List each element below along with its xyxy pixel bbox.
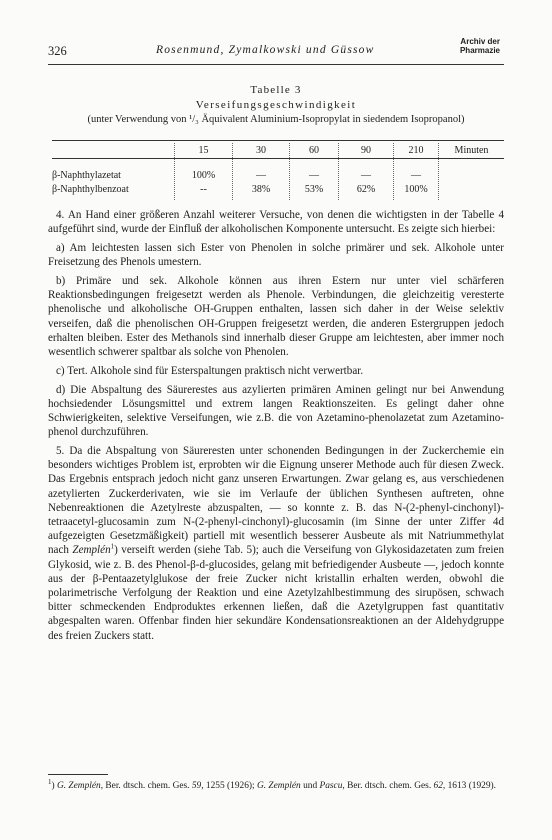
page-number: 326 — [48, 44, 67, 58]
footnote-ref: , Ber. dtsch. chem. Ges. — [100, 781, 190, 791]
footnote-ref: , 1255 (1926); — [201, 781, 255, 791]
table-note: (unter Verwendung von ¹/₃ Äquivalent Aluminium-Isopropylat in siedendem Isopropanol) — [87, 114, 465, 125]
table-cell: — — [256, 170, 266, 181]
footnote-marker: 1 — [110, 542, 115, 551]
table-cell: 62% — [356, 184, 376, 195]
footnote-ref: , 1613 (1929). — [442, 781, 497, 791]
table-cell: — — [309, 170, 319, 181]
author-name-zemplen: Zemplén — [72, 544, 111, 557]
table-header-cell: 30 — [256, 145, 266, 156]
table-header-cell: 210 — [408, 145, 424, 156]
footnote-author: G. Zemplén — [56, 781, 101, 791]
paragraph-4b: b) Primäre und sek. Alkohole können aus ihren Estern nur unter viel schärferen Reaktionsbedingungen freigesetzt werden als Phenole. Verbindungen, die gleichzeitig veresterte phenolische und alkoholische OH-Gruppen enthalten, lassen sich daher in der Weise selektiv verseifen, daß die phenolischen OH-Gruppen freigesetzt werden, die anderen Estergruppen jedoch erhalten bleiben. Ester des Methanols sind innerhalb dieser Gruppe am leichtesten, aber immer noch wesentlich schwerer spaltbar als solche von Phenolen. — [48, 275, 504, 359]
table-label: Tabelle 3 — [250, 84, 302, 96]
footnote-rule — [48, 774, 108, 775]
table-cell: 100% — [191, 170, 216, 181]
table-top-rule — [52, 140, 504, 141]
paragraph-5-text: 5. Da die Abspaltung von Säureresten unter schonenden Bedingungen in der Zuckerchemie ein besonders wichtiges Problem ist, erprobten wir die Eignung unserer Methode auch für diesen Zweck. Das Ergebnis entsprach jedoch nicht ganz unseren Erwartungen. Zwar gelang es, aus verschiedenen azetylierten Zuckerderivaten, wie sie im Verlaufe der üblichen Synthesen auftreten, ohne Nebenreaktionen die Azetylreste abzuspalten, — so konnte z. B. das N-(2-phenyl-cinchonyl)-tetraacetyl-glucosamin zum N-(2-phenyl-cinchonyl)-glucosamin (im Sinne der unter Ziffer 4d aufgezeigten Gesetzmäßigkeit) partiell mit wesentlich besserer Ausbeute als mit Natriummethylat nach — [48, 445, 504, 557]
journal-name-line2: Pharmazie — [459, 46, 500, 55]
running-head-authors: Rosenmund, Zymalkowski und Güssow — [156, 44, 375, 56]
footnote-volume: 59 — [191, 781, 202, 791]
paragraph-5 — [48, 444, 504, 643]
table-header-cell: Minuten — [454, 145, 489, 156]
table-cell: 53% — [304, 184, 324, 195]
journal-name-line1: Archiv der — [460, 37, 500, 46]
footnote-author: G. Zemplén — [256, 781, 301, 791]
footnote-conjunction: und — [303, 781, 318, 791]
table-cell: — — [411, 170, 421, 181]
paragraph-4a: a) Am leichtesten lassen sich Ester von Phenolen in solche primärer und sek. Alkohole unter Freisetzung des Phenols umestern. — [48, 242, 504, 269]
footnote: $^1$) G. Zemplén, Ber. dtsch. chem. Ges. 59, 1255 (1926); G. Zemplén und Pascu, Ber. dtsch. chem. Ges. 62, 1613 (1929). — [48, 777, 497, 791]
paragraph-4d: d) Die Abspaltung des Säurerestes aus azylierten primären Aminen gelingt nur bei Anwendung hochsiedender Lösungsmittel und extrem langen Reaktionszeiten. Es gelingt daher ohne Schwierigkeiten, selektive Verseifungen, wie z.B. die von Azetamino-phenolazetat zum Azetamino-phenol durchzuführen. — [48, 383, 504, 439]
table-header-cell: 15 — [198, 145, 209, 156]
table-row-label: β-Naphthylbenzoat — [52, 184, 129, 195]
paragraph-4: 4. An Hand einer größeren Anzahl weiterer Versuche, von denen die wichtigsten in der Tabelle 4 aufgeführt sind, wurde der Einfluß der alkoholischen Komponente untersucht. Es zeigte sich hierbei: — [48, 209, 504, 236]
header-rule — [48, 64, 504, 65]
table-cell: — — [361, 170, 371, 181]
table-cell: 38% — [251, 184, 271, 195]
paragraph-5-text: ) verseift werden (siehe Tab. 5); auch die Verseifung von Glykosidazetaten zum freien Glykosid, wie z. B. des Phenol-β-d-glucosides, gelang mit befriedigender Ausbeute —, jedoch konnte aus der β-Pentaazetylglukose der freie Zucker nicht kristallin erhalten werden, obwohl die polarimetrische Verfolgung der Reaktion und eine Azetylzahlbestimmung des sirupösen, schwach bitter schmeckenden Endproduktes erkennen ließen, daß die Azetylgruppen fast quantitativ abgespalten waren. Offenbar finden hier sekundäre Kondensationsreaktionen an der Aldehydgruppe des freien Zuckers statt. — [48, 544, 504, 642]
paragraph-4c: c) Tert. Alkohole sind für Esterspaltungen praktisch nicht verwertbar. — [56, 364, 364, 377]
table-cell: 100% — [404, 184, 428, 195]
footnote-mark: 1 — [48, 777, 52, 786]
table-cell: -- — [200, 184, 207, 195]
table-title: Verseifungsgeschwindigkeit — [195, 99, 357, 111]
footnote-author: Pascu — [319, 781, 343, 791]
footnote-volume: 62 — [433, 781, 443, 791]
table-row-label: β-Naphthylazetat — [52, 170, 121, 181]
journal-name — [390, 37, 500, 55]
footnote-ref: , Ber. dtsch. chem. Ges. — [342, 781, 432, 791]
table-header-cell: 60 — [309, 145, 319, 156]
article-body — [48, 208, 504, 647]
table-header-cell: 90 — [361, 145, 371, 156]
table-header-rule — [52, 158, 504, 159]
